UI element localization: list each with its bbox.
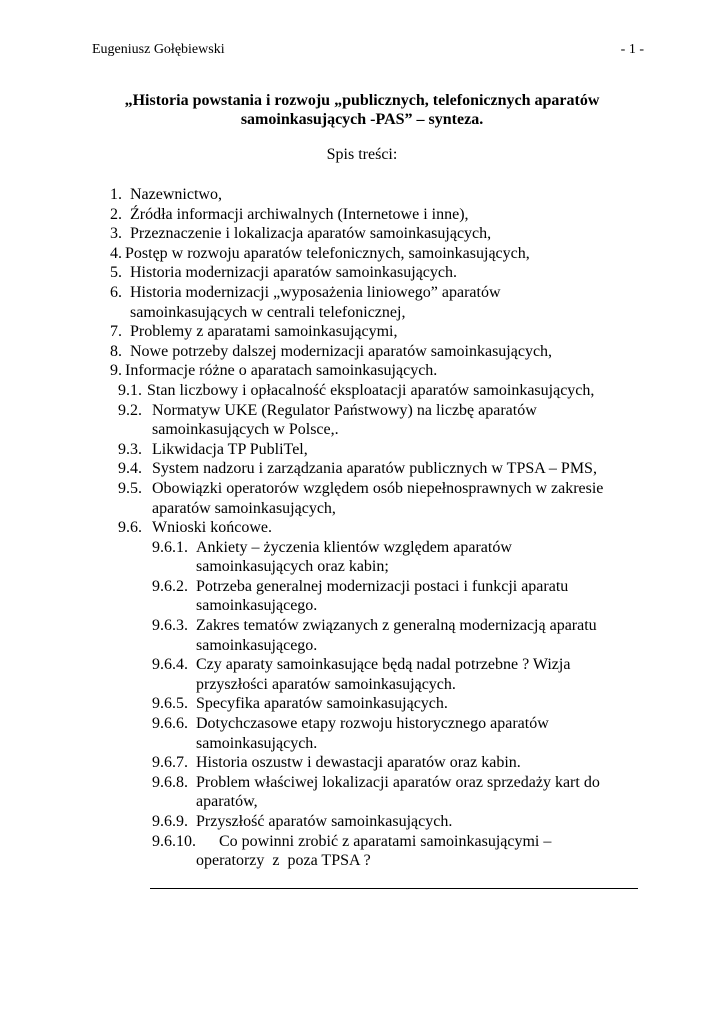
toc-subsubitem	[0, 832, 724, 852]
toc-item	[0, 244, 724, 264]
toc-item	[0, 283, 724, 303]
toc-subitem	[0, 440, 724, 460]
toc-item-number: 9.6.6.	[152, 715, 188, 733]
toc-item-number: 9.6.9.	[152, 813, 188, 830]
toc-item-text: aparatów,	[196, 793, 258, 811]
toc-item-number: 9.	[110, 362, 122, 380]
table-of-contents	[0, 185, 724, 871]
toc-item-continuation	[0, 792, 724, 812]
toc-item-text: Specyfika aparatów samoinkasujących.	[196, 695, 448, 713]
toc-item-number: 9.6.2.	[152, 577, 188, 595]
toc-item-text: System nadzoru i zarządzania aparatów publicznych w TPSA – PMS,	[152, 460, 597, 478]
toc-item-continuation	[0, 636, 724, 656]
toc-subitem	[0, 459, 724, 479]
toc-subsubitem	[0, 655, 724, 675]
toc-item-number: 9.6.7.	[152, 754, 188, 772]
toc-item-continuation	[0, 420, 724, 440]
toc-item-number: 6.	[110, 283, 122, 301]
toc-item-continuation	[0, 596, 724, 616]
toc-item-text: Normatyw UKE (Regulator Państwowy) na liczbę aparatów	[152, 401, 537, 419]
toc-item-text: Problemy z aparatami samoinkasującymi,	[130, 323, 398, 341]
toc-item	[0, 205, 724, 225]
toc-item-text: Przyszłość aparatów samoinkasujących.	[196, 813, 453, 830]
toc-item-text: samoinkasujących.	[196, 734, 318, 752]
toc-item-text: samoinkasującego.	[196, 597, 318, 615]
toc-item-text: Likwidacja TP PubliTel,	[152, 440, 308, 458]
toc-item-number: 9.6.10.	[152, 832, 196, 850]
toc-item-text: Czy aparaty samoinkasujące będą nadal potrzebne ? Wizja	[196, 656, 571, 674]
toc-item-text: Przeznaczenie i lokalizacja aparatów samoinkasujących,	[130, 225, 492, 243]
footnote-divider	[150, 888, 638, 889]
toc-item-text: Historia modernizacji aparatów samoinkasujących.	[130, 264, 457, 282]
toc-item-text: Problem właściwej lokalizacji aparatów oraz sprzedaży kart do	[196, 773, 600, 791]
toc-item-number: 9.6.4.	[152, 656, 188, 674]
toc-item-text: Stan liczbowy i opłacalność eksploatacji aparatów samoinkasujących,	[147, 381, 595, 399]
toc-item	[0, 322, 724, 342]
toc-item-number: 9.6.5.	[152, 695, 188, 713]
toc-item-number: 9.5.	[118, 479, 142, 497]
toc-subsubitem	[0, 812, 724, 832]
title-line-2: samoinkasujących -PAS” – synteza.	[240, 111, 484, 128]
toc-subsubitem	[0, 616, 724, 636]
toc-item-number: 9.1.	[118, 381, 142, 399]
toc-item-number: 9.4.	[118, 460, 142, 478]
toc-item-text: Postęp w rozwoju aparatów telefonicznych, samoinkasujących,	[125, 244, 530, 262]
toc-item-number: 9.3.	[118, 440, 142, 458]
toc-subsubitem	[0, 753, 724, 773]
toc-item-text: aparatów samoinkasujących,	[152, 499, 336, 517]
toc-subitem	[0, 518, 724, 538]
toc-item-text: Informacje różne o aparatach samoinkasujących.	[125, 362, 438, 380]
toc-subsubitem	[0, 694, 724, 714]
toc-item-continuation	[0, 851, 724, 871]
toc-item-continuation	[0, 734, 724, 754]
toc-item-number: 9.6.3.	[152, 617, 188, 635]
toc-item	[0, 263, 724, 283]
toc-item-text: samoinkasujących w centrali telefonicznej,	[130, 303, 406, 321]
toc-item-number: 1.	[110, 186, 122, 203]
toc-item-text: Źródła informacji archiwalnych (Internetowe i inne),	[130, 205, 469, 223]
toc-subsubitem	[0, 714, 724, 734]
toc-subitem	[0, 479, 724, 499]
toc-item-text: Co powinni zrobić z aparatami samoinkasującymi –	[219, 832, 552, 850]
toc-item-continuation	[0, 499, 724, 519]
toc-item	[0, 185, 724, 205]
toc-item	[0, 224, 724, 244]
toc-item-text: Nazewnictwo,	[130, 186, 222, 203]
toc-item-text: Zakres tematów związanych z generalną modernizacją aparatu	[196, 617, 597, 635]
toc-item-number: 9.6.8.	[152, 773, 188, 791]
toc-subsubitem	[0, 577, 724, 597]
toc-item-text: Historia modernizacji „wyposażenia liniowego” aparatów	[130, 283, 501, 301]
toc-item	[0, 342, 724, 362]
toc-item-number: 2.	[110, 205, 122, 223]
toc-item-text: Historia oszustw i dewastacji aparatów oraz kabin.	[196, 754, 521, 772]
toc-item-text: Dotychczasowe etapy rozwoju historycznego aparatów	[196, 715, 549, 733]
toc-subsubitem	[0, 773, 724, 793]
toc-item-text: samoinkasującego.	[196, 636, 318, 654]
header-page-number: - 1 -	[620, 42, 644, 57]
toc-item-number: 3.	[110, 225, 122, 243]
toc-item-text: samoinkasujących oraz kabin;	[196, 558, 389, 576]
toc-item-number: 5.	[110, 264, 122, 282]
toc-item-text: przyszłości aparatów samoinkasujących.	[196, 675, 456, 693]
toc-item-continuation	[0, 557, 724, 577]
toc-item-text: Nowe potrzeby dalszej modernizacji aparatów samoinkasujących,	[130, 342, 553, 360]
document-title	[60, 91, 664, 129]
toc-subitem	[0, 401, 724, 421]
toc-subitem	[0, 381, 724, 401]
toc-item-text: samoinkasujących w Polsce,.	[152, 421, 339, 439]
toc-item-text: Wnioski końcowe.	[152, 519, 272, 537]
toc-item-text: Ankiety – życzenia klientów względem aparatów	[196, 538, 512, 556]
toc-subsubitem	[0, 538, 724, 558]
toc-item-number: 4.	[110, 244, 122, 262]
toc-item-number: 9.2.	[118, 401, 142, 419]
title-line-1: „Historia powstania i rozwoju „publicznych, telefonicznych aparatów	[124, 92, 600, 109]
toc-item-number: 9.6.1.	[152, 538, 188, 556]
toc-item	[0, 361, 724, 381]
toc-item-continuation	[0, 303, 724, 323]
toc-item-number: 8.	[110, 342, 122, 360]
toc-item-text: operatorzy z poza TPSA ?	[196, 852, 371, 870]
toc-item-number: 9.6.	[118, 519, 142, 537]
toc-item-continuation	[0, 675, 724, 695]
toc-item-text: Potrzeba generalnej modernizacji postaci i funkcji aparatu	[196, 577, 569, 595]
toc-item-text: Obowiązki operatorów względem osób niepełnosprawnych w zakresie	[152, 479, 604, 497]
toc-item-number: 7.	[110, 323, 122, 341]
toc-heading: Spis treści:	[326, 146, 398, 163]
header-author: Eugeniusz Gołębiewski	[92, 42, 225, 57]
